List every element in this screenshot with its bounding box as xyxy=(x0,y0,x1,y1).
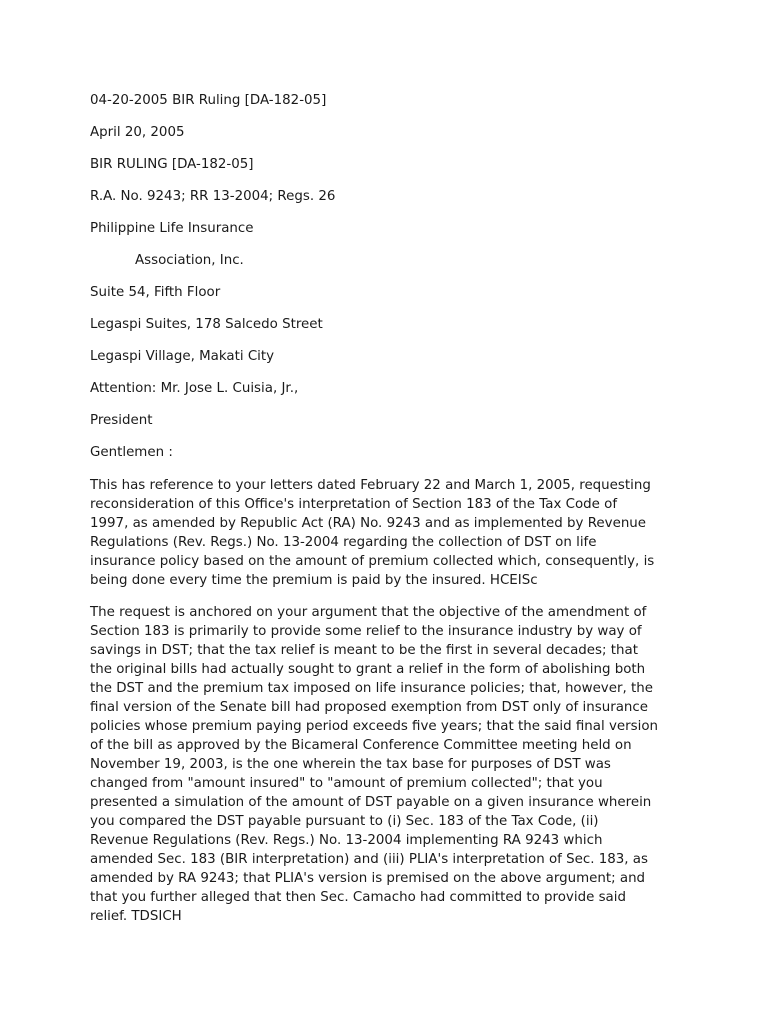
paragraph-line: policies whose premium paying period exceeds five years; that the said final version xyxy=(90,719,659,734)
paragraph-line: that you further alleged that then Sec. Camacho had committed to provide said xyxy=(90,890,626,905)
paragraph-line: amended Sec. 183 (BIR interpretation) and (iii) PLIA's interpretation of Sec. 183, as xyxy=(90,852,648,867)
letter-date: April 20, 2005 xyxy=(90,125,185,140)
salutation: Gentlemen : xyxy=(90,445,173,460)
paragraph-line: being done every time the premium is paid by the insured. HCEISc xyxy=(90,573,538,588)
paragraph-line: Regulations (Rev. Regs.) No. 13-2004 regarding the collection of DST on life xyxy=(90,535,597,550)
paragraph-line: insurance policy based on the amount of premium collected which, consequently, is xyxy=(90,554,655,569)
ruling-number: BIR RULING [DA-182-05] xyxy=(90,157,254,172)
address-line-1: Suite 54, Fifth Floor xyxy=(90,285,221,300)
addressee-name-line-1: Philippine Life Insurance xyxy=(90,221,254,236)
paragraph-line: of the bill as approved by the Bicameral Conference Committee meeting held on xyxy=(90,738,632,753)
document-body xyxy=(90,92,680,939)
paragraph-line: the original bills had actually sought to grant a relief in the form of abolishing both xyxy=(90,662,646,677)
paragraph-1 xyxy=(90,476,680,590)
paragraph-2 xyxy=(90,603,680,926)
attention-title: President xyxy=(90,413,153,428)
paragraph-line: Section 183 is primarily to provide some relief to the insurance industry by way of xyxy=(90,624,642,639)
paragraph-line: you compared the DST payable pursuant to (i) Sec. 183 of the Tax Code, (ii) xyxy=(90,814,599,829)
paragraph-line: reconsideration of this Office's interpretation of Section 183 of the Tax Code of xyxy=(90,497,618,512)
paragraph-line: Revenue Regulations (Rev. Regs.) No. 13-2004 implementing RA 9243 which xyxy=(90,833,603,848)
paragraph-line: presented a simulation of the amount of DST payable on a given insurance wherein xyxy=(90,795,652,810)
addressee-name-line-2: Association, Inc. xyxy=(135,253,244,268)
paragraph-line: savings in DST; that the tax relief is meant to be the first in several decades; that xyxy=(90,643,638,658)
paragraph-line: relief. TDSICH xyxy=(90,909,182,924)
paragraph-line: This has reference to your letters dated February 22 and March 1, 2005, requesting xyxy=(90,478,651,493)
address-line-3: Legaspi Village, Makati City xyxy=(90,349,275,364)
attention-line: Attention: Mr. Jose L. Cuisia, Jr., xyxy=(90,381,299,396)
paragraph-line: final version of the Senate bill had proposed exemption from DST only of insurance xyxy=(90,700,648,715)
address-line-2: Legaspi Suites, 178 Salcedo Street xyxy=(90,317,323,332)
document-date-title: 04-20-2005 BIR Ruling [DA-182-05] xyxy=(90,93,327,108)
paragraph-line: the DST and the premium tax imposed on life insurance policies; that, however, the xyxy=(90,681,653,696)
subject-references: R.A. No. 9243; RR 13-2004; Regs. 26 xyxy=(90,189,336,204)
paragraph-line: November 19, 2003, is the one wherein the tax base for purposes of DST was xyxy=(90,757,611,772)
paragraph-line: amended by RA 9243; that PLIA's version is premised on the above argument; and xyxy=(90,871,646,886)
paragraph-line: changed from "amount insured" to "amount of premium collected"; that you xyxy=(90,776,603,791)
paragraph-line: 1997, as amended by Republic Act (RA) No. 9243 and as implemented by Revenue xyxy=(90,516,647,531)
paragraph-line: The request is anchored on your argument that the objective of the amendment of xyxy=(90,605,647,620)
